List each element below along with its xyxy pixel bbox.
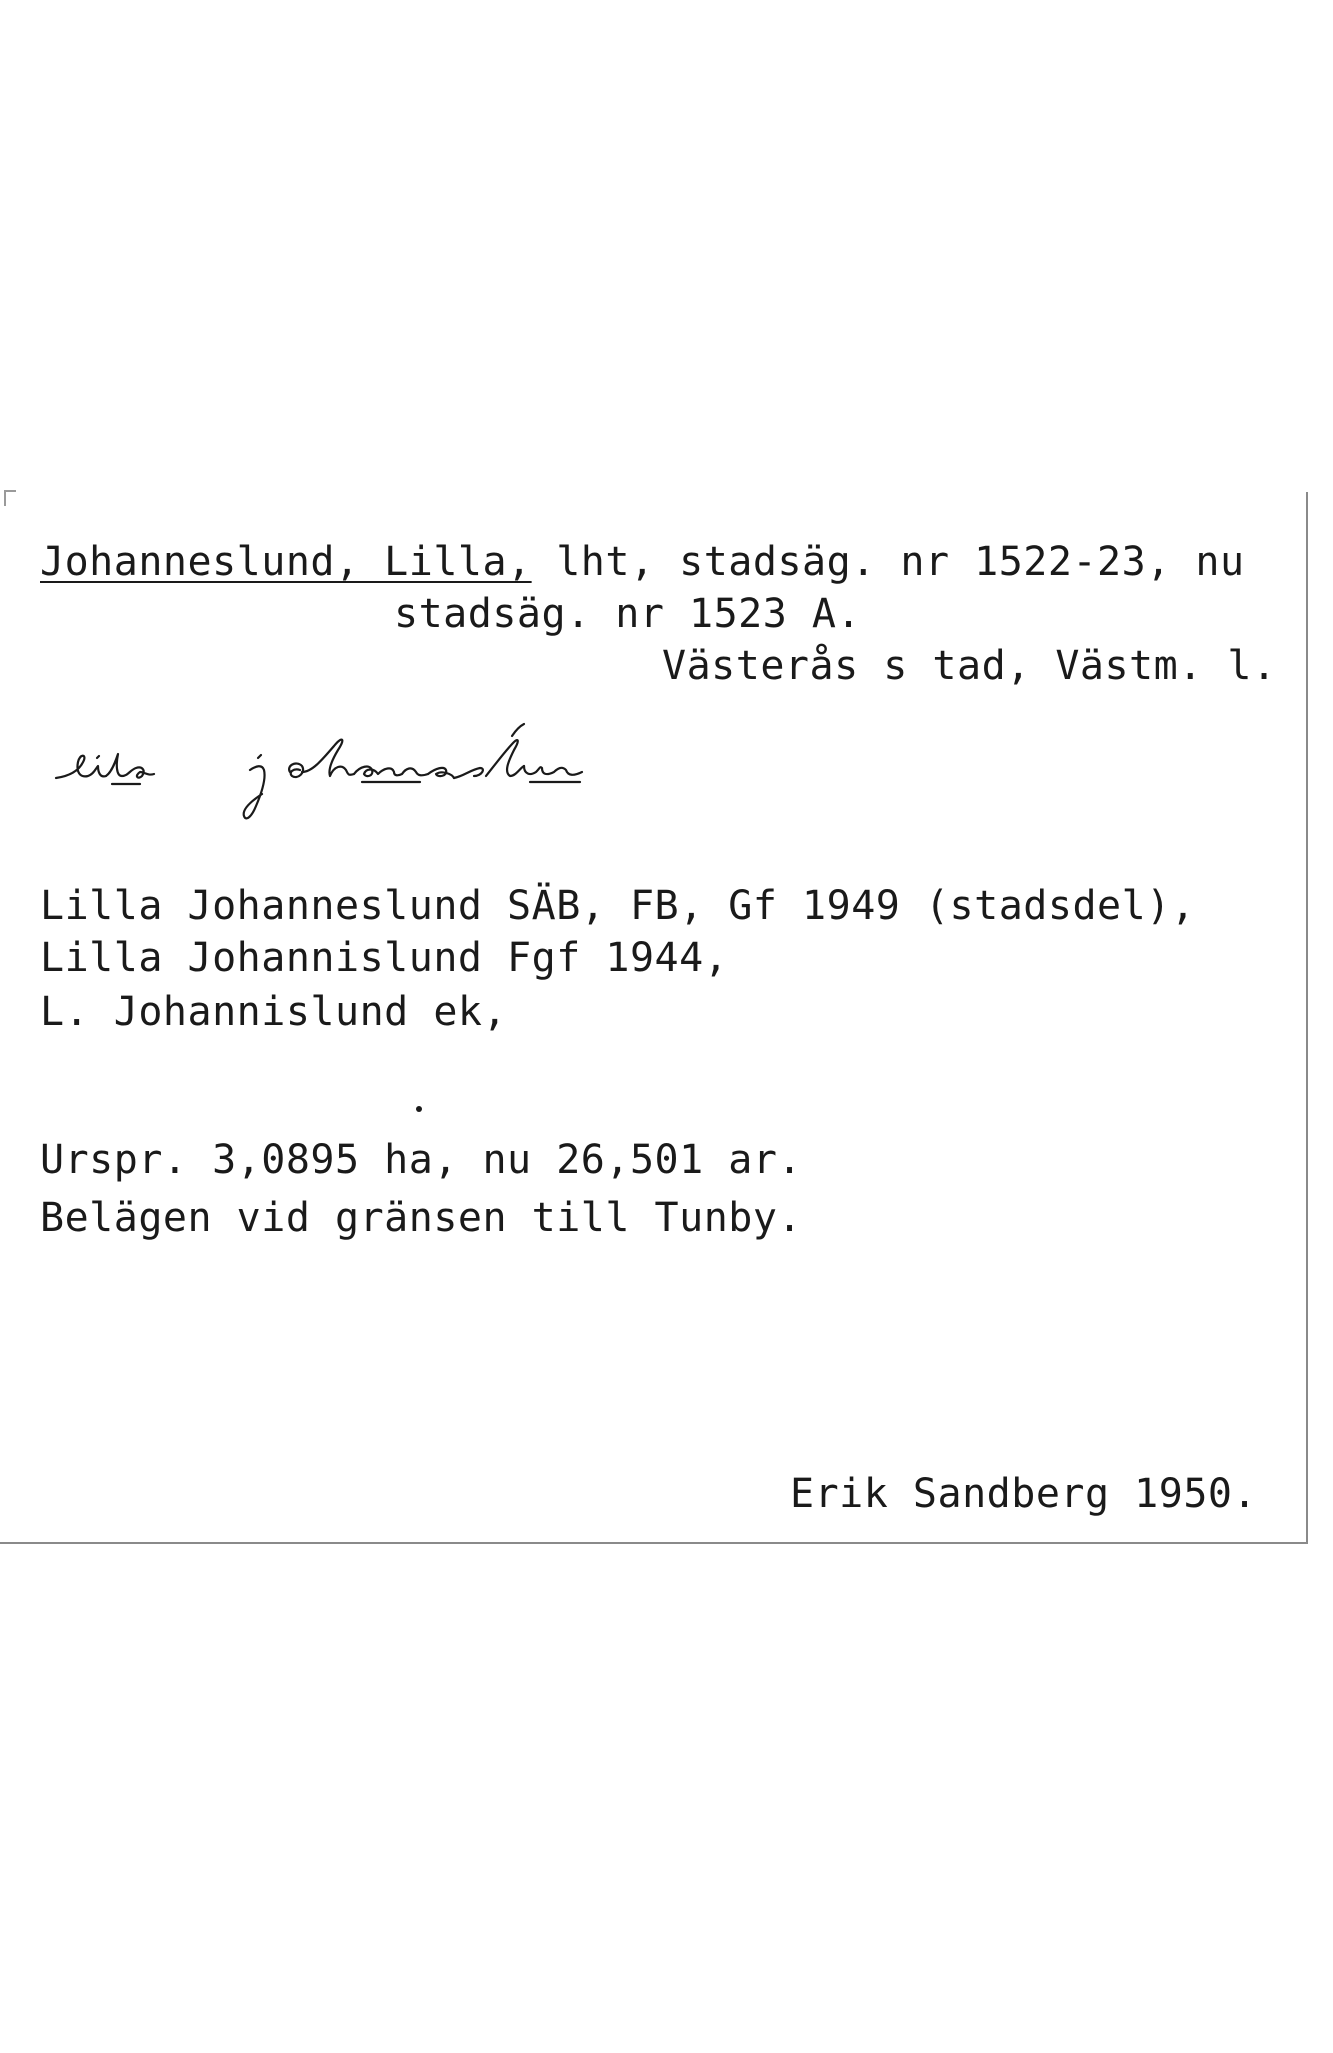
heading-place-name: Johanneslund, Lilla, (40, 539, 532, 585)
area-line: Urspr. 3,0895 ha, nu 26,501 ar. (40, 1137, 803, 1183)
name-form-line: Lilla Johannislund Fgf 1944, (40, 935, 729, 981)
card-heading (40, 538, 1245, 586)
location-note-line: Belägen vid gränsen till Tunby. (40, 1195, 803, 1241)
signature-line: Erik Sandberg 1950. (790, 1471, 1258, 1517)
heading-continuation: stadsäg. nr 1523 A. (394, 591, 862, 637)
name-form-line: Lilla Johanneslund SÄB, FB, Gf 1949 (stadsdel), (40, 883, 1196, 929)
heading-details: lht, stadsäg. nr 1522-23, nu (531, 539, 1245, 585)
name-form-line: L. Johannislund ek, (40, 989, 508, 1035)
location-line: Västerås s tad, Västm. l. (662, 643, 1277, 689)
ink-dot (416, 1106, 422, 1112)
handwritten-note (50, 720, 790, 850)
